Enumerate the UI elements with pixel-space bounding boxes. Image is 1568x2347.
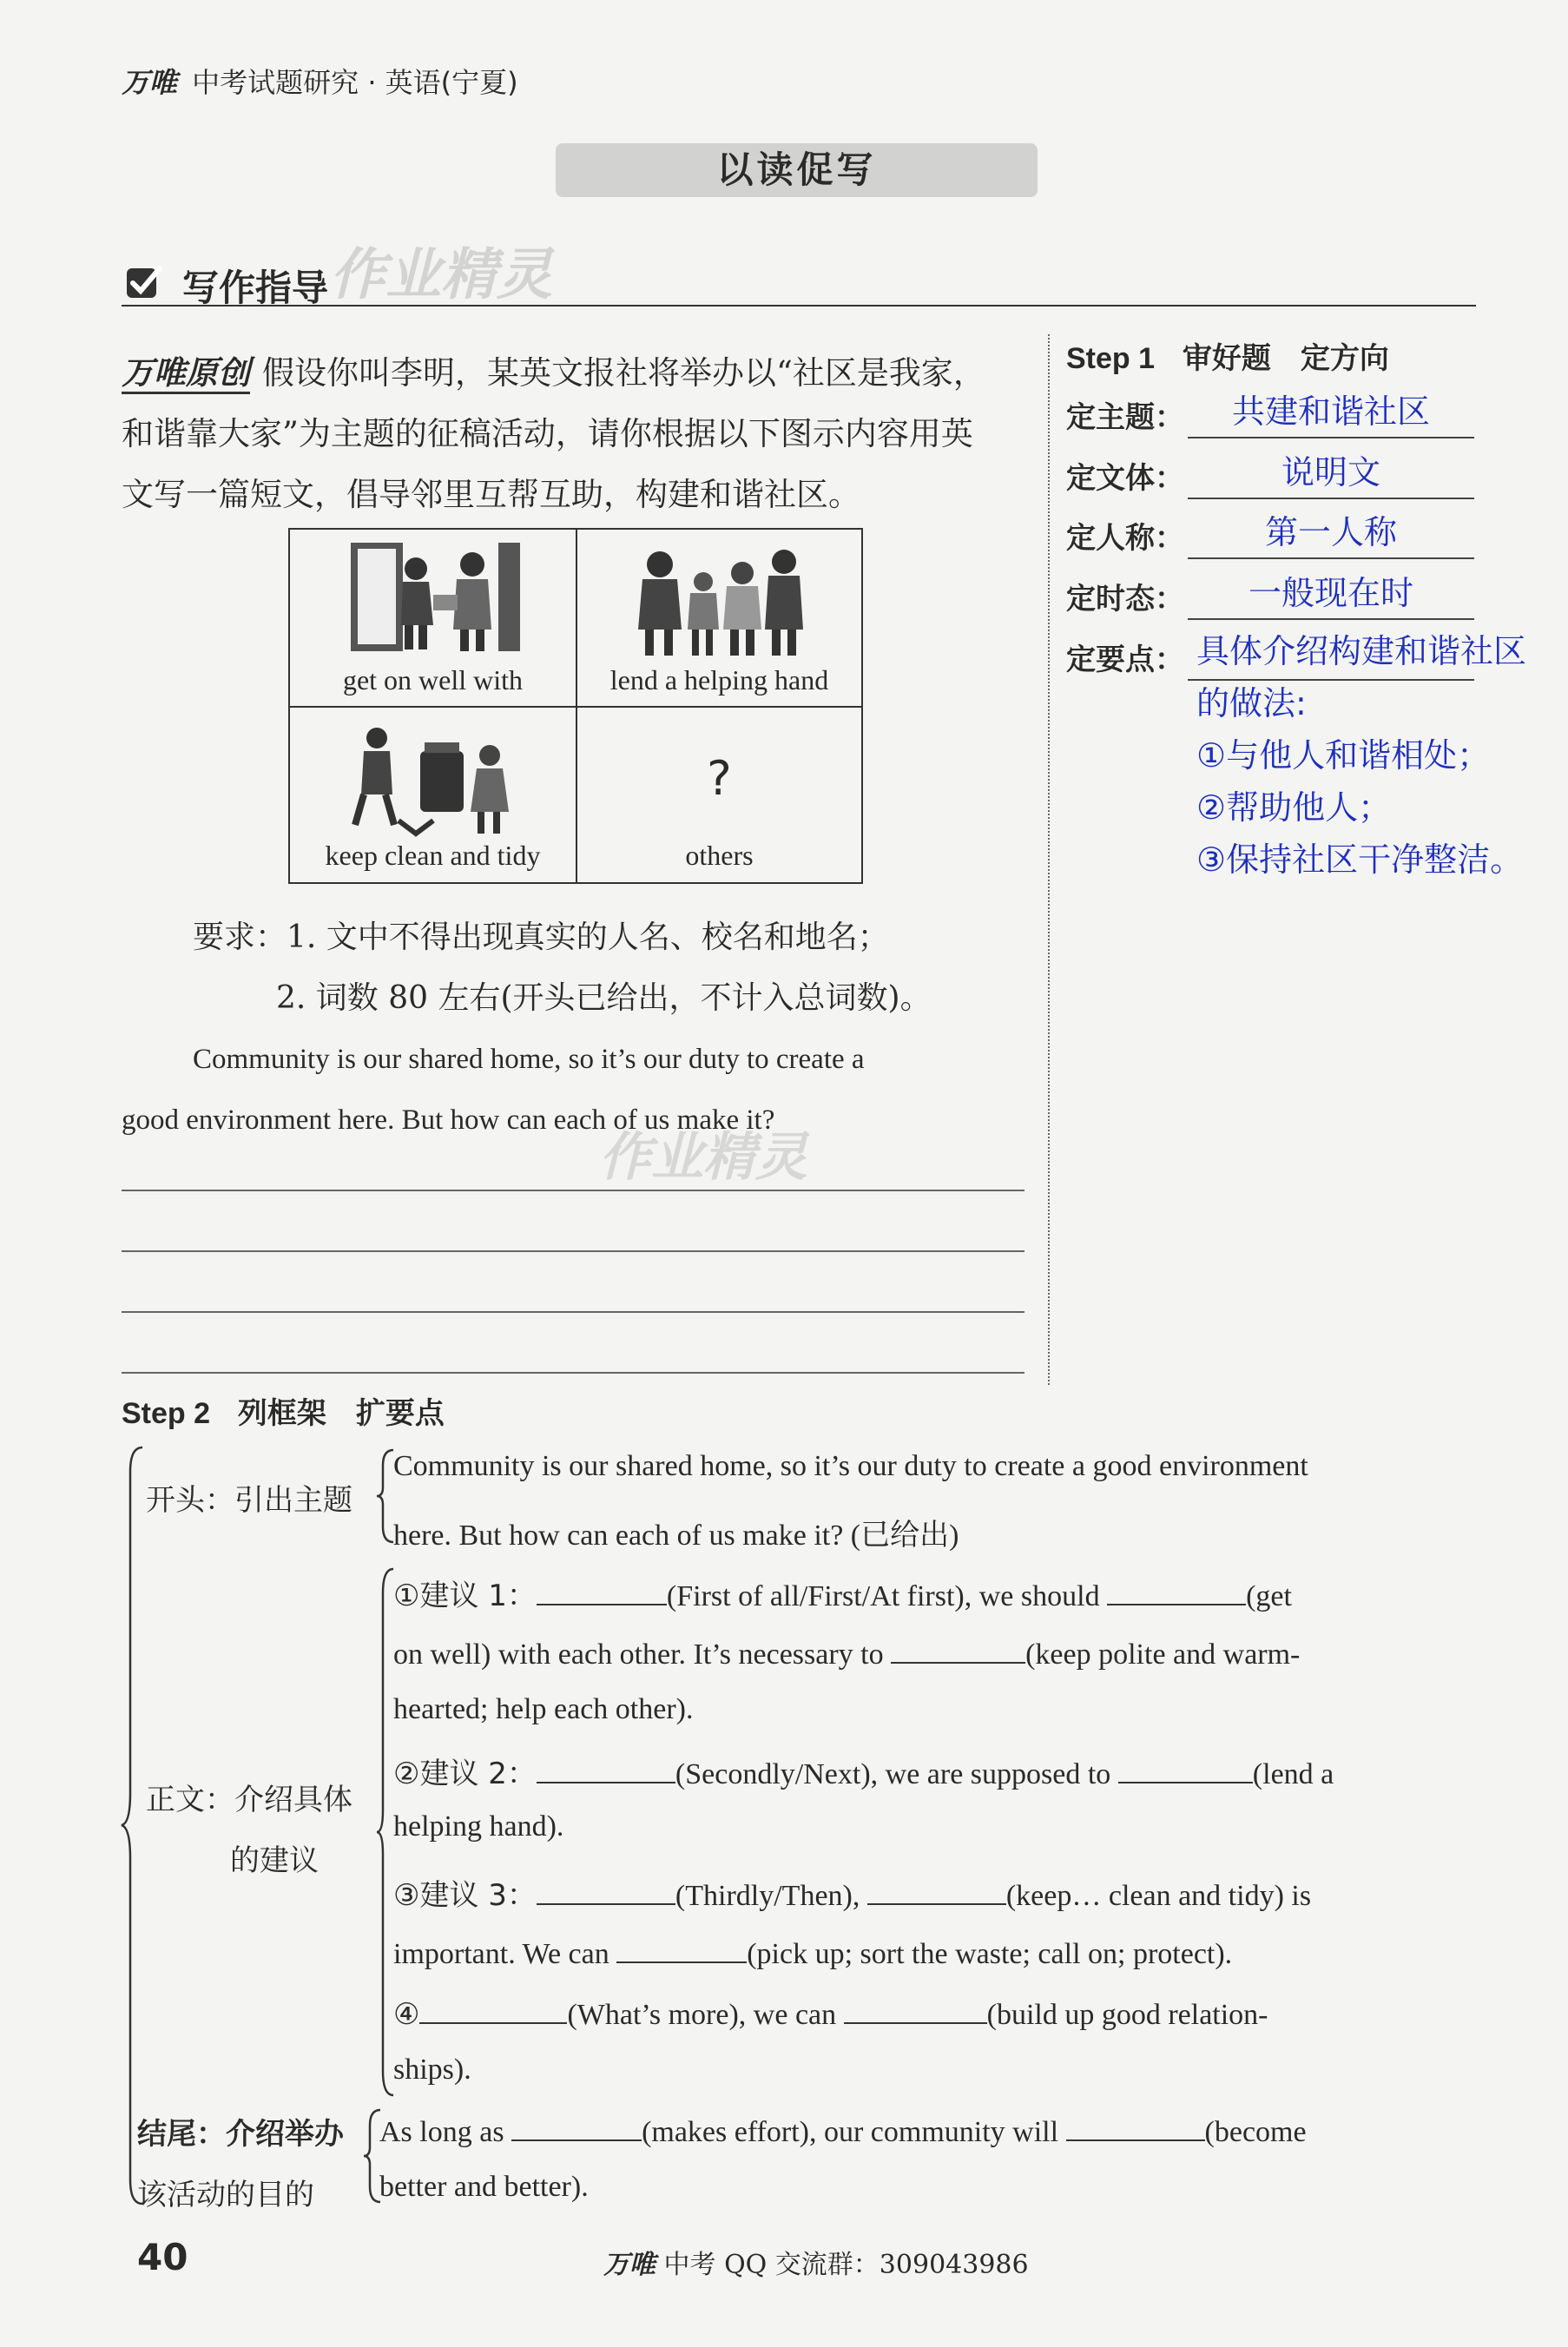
prompt — [122, 343, 1024, 525]
suggestion-3-text-4: (pick up; sort the waste; call on; protect). — [747, 1938, 1233, 1970]
helping-people-illustration — [629, 543, 812, 660]
writing-line[interactable] — [122, 1311, 1024, 1313]
ending-text-3: (become — [1204, 2116, 1307, 2148]
step1-genre-line — [1188, 498, 1474, 499]
blank[interactable] — [844, 1993, 987, 2024]
opening-passage — [122, 1029, 1029, 1150]
writing-line[interactable] — [122, 1190, 1024, 1191]
blank[interactable] — [419, 1993, 567, 2024]
suggestion-1-text-5: hearted; help each other). — [393, 1693, 694, 1725]
step1-topic-line — [1188, 437, 1474, 438]
suggestion-1-text-4: (keep polite and warm- — [1025, 1638, 1301, 1671]
blank[interactable] — [1066, 2110, 1205, 2141]
requirement-1: 1. 文中不得出现真实的人名、校名和地名； — [287, 920, 889, 955]
step1-title: Step 1 — [1066, 342, 1156, 375]
suggestion-3-text-1: (Thirdly/Then), — [675, 1880, 860, 1912]
writing-line[interactable] — [122, 1372, 1024, 1374]
header-brand: 万唯 — [122, 66, 178, 99]
grid-cell-others — [576, 706, 863, 884]
step2-body-label-2: 的建议 — [230, 1843, 319, 1878]
outer-brace — [120, 1446, 146, 2205]
ending-text-1: As long as — [379, 2116, 504, 2148]
suggestion-1-text-1: (First of all/First/At first), we should — [666, 1580, 1100, 1612]
point-line: ②帮助他人； — [1196, 788, 1392, 827]
step2-opening-line-2: here. But how can each of us make it? (已给出) — [393, 1520, 959, 1552]
step1-tense-line — [1188, 618, 1474, 620]
point-line: ③保持社区干净整洁。 — [1196, 841, 1524, 879]
step2-ending-label-2: 该活动的目的 — [137, 2178, 314, 2212]
requirements-label: 要求： — [193, 920, 287, 955]
step2-title: Step 2 — [122, 1397, 211, 1430]
footer-brand: 万唯 — [603, 2250, 656, 2280]
suggestion-1-label: ①建议 1： — [393, 1579, 537, 1613]
blank[interactable] — [1107, 1574, 1246, 1605]
step1-person-answer: 第一人称 — [1264, 513, 1397, 551]
blank[interactable] — [537, 1574, 667, 1605]
ending-text-4: better and better). — [379, 2171, 589, 2203]
blank[interactable] — [537, 1752, 675, 1783]
picture-grid — [288, 528, 863, 884]
writing-line[interactable] — [122, 1250, 1024, 1252]
caption-others: others — [685, 840, 754, 871]
suggestion-3-line-1 — [393, 1871, 1311, 1914]
suggestion-1-line-2 — [393, 1632, 1300, 1671]
step2-ending-label: 结尾：介绍举办 — [137, 2117, 344, 2152]
step1-topic-answer: 共建和谐社区 — [1231, 392, 1430, 431]
footer-text — [603, 2243, 1029, 2281]
suggestion-3-line-2 — [393, 1932, 1232, 1971]
banner-title: 以读促写 — [716, 148, 877, 191]
requirement-2: 2. 词数 80 左右(开头已给出，不计入总词数)。 — [276, 980, 932, 1016]
suggestion-4-text-3: ships). — [393, 2054, 471, 2086]
footer-group: 中考 QQ 交流群：309043986 — [663, 2250, 1029, 2280]
blank[interactable] — [511, 2110, 642, 2141]
suggestion-4-text-1: (What’s more), we can — [567, 1999, 837, 2031]
suggestion-1-text-2: (get — [1246, 1580, 1292, 1612]
suggestion-3-label: ③建议 3： — [393, 1878, 537, 1913]
step2-body-label: 正文：介绍具体 — [146, 1783, 352, 1817]
banner — [556, 143, 1038, 197]
grid-cell-keep-clean — [288, 706, 577, 884]
step1-tense-label: 定时态： — [1066, 582, 1184, 616]
point-line: 的做法: — [1196, 684, 1307, 722]
step1-points — [1196, 625, 1526, 886]
suggestion-1-line-1 — [393, 1572, 1292, 1614]
section-header — [122, 243, 1476, 309]
point-line: ①与他人和谐相处； — [1196, 736, 1491, 775]
checkbox-icon — [125, 263, 163, 301]
step1-panel — [1066, 334, 1552, 879]
step2-opening-line-1: Community is our shared home, so it’s our duty to create a good environment — [393, 1450, 1308, 1482]
suggestion-4-text-2: (build up good relation- — [986, 1999, 1268, 2031]
blank[interactable] — [891, 1632, 1025, 1664]
suggestion-2-text-3: helping hand). — [393, 1810, 564, 1843]
blank[interactable] — [867, 1874, 1006, 1905]
prompt-line-1: 假设你叫李明，某英文报社将举办以“社区是我家， — [262, 354, 985, 392]
opening-brace — [376, 1448, 395, 1544]
neighbors-greeting-illustration — [342, 538, 524, 660]
suggestion-3-text-3: important. We can — [393, 1938, 609, 1970]
opening-line-2: good environment here. But how can each of us make it? — [122, 1104, 775, 1136]
blank[interactable] — [537, 1874, 675, 1905]
step1-genre-answer: 说明文 — [1281, 453, 1380, 491]
step2-header — [122, 1389, 445, 1432]
step1-tense-answer: 一般现在时 — [1248, 574, 1413, 612]
ending-line-1 — [379, 2110, 1307, 2149]
suggestion-3-text-2: (keep… clean and tidy) is — [1005, 1880, 1312, 1912]
step2-opening-label: 开头：引出主题 — [146, 1483, 352, 1518]
caption-get-on-well: get on well with — [342, 664, 524, 696]
requirements — [193, 907, 932, 1029]
watermark-2: 作业精灵 — [599, 1127, 807, 1188]
question-mark: ? — [707, 751, 732, 806]
grid-cell-helping-hand — [576, 528, 863, 708]
watermark: 作业精灵 — [330, 243, 552, 307]
suggestion-4-label: ④ — [393, 1997, 420, 2032]
prompt-line-2: 和谐靠大家”为主题的征稿活动，请你根据以下图示内容用英 — [122, 415, 973, 452]
opening-line-1: Community is our shared home, so it’s our duty to create a — [193, 1044, 865, 1075]
caption-helping-hand: lend a helping hand — [609, 664, 829, 696]
column-divider — [1048, 334, 1050, 1385]
suggestion-2-label: ②建议 2： — [393, 1757, 537, 1791]
cleaning-illustration — [351, 716, 524, 838]
step1-person-line — [1188, 557, 1474, 559]
section-title: 写作指导 — [182, 267, 329, 309]
suggestion-4-line-1 — [393, 1993, 1268, 2032]
blank[interactable] — [616, 1932, 747, 1963]
step2-subtitle: 列框架 扩要点 — [237, 1396, 445, 1431]
step1-topic-label: 定主题： — [1066, 400, 1184, 435]
ending-text-2: (makes effort), our community will — [642, 2116, 1059, 2148]
page-number: 40 — [137, 2236, 188, 2278]
suggestion-2-text-2: (lend a — [1252, 1758, 1334, 1790]
suggestion-2-line-1 — [393, 1750, 1334, 1792]
step1-points-label: 定要点： — [1066, 643, 1184, 677]
suggestion-1-text-3: on well) with each other. It’s necessary to — [393, 1638, 884, 1671]
original-badge: 万唯原创 — [122, 354, 250, 394]
grid-cell-get-on-well — [288, 528, 577, 708]
header — [122, 61, 518, 101]
blank[interactable] — [1118, 1752, 1253, 1783]
header-book-title: 中考试题研究 · 英语(宁夏) — [192, 66, 518, 99]
step1-genre-label: 定文体： — [1066, 461, 1184, 496]
suggestion-2-text-1: (Secondly/Next), we are supposed to — [675, 1758, 1111, 1790]
step1-person-label: 定人称： — [1066, 521, 1184, 556]
prompt-line-3: 文写一篇短文，倡导邻里互帮互助，构建和谐社区。 — [122, 476, 860, 513]
point-line: 具体介绍构建和谐社区 — [1196, 632, 1527, 670]
section-rule — [122, 305, 1476, 307]
caption-keep-clean: keep clean and tidy — [325, 840, 541, 871]
step1-subtitle: 审好题 定方向 — [1182, 341, 1389, 376]
body-brace — [376, 1567, 395, 2097]
